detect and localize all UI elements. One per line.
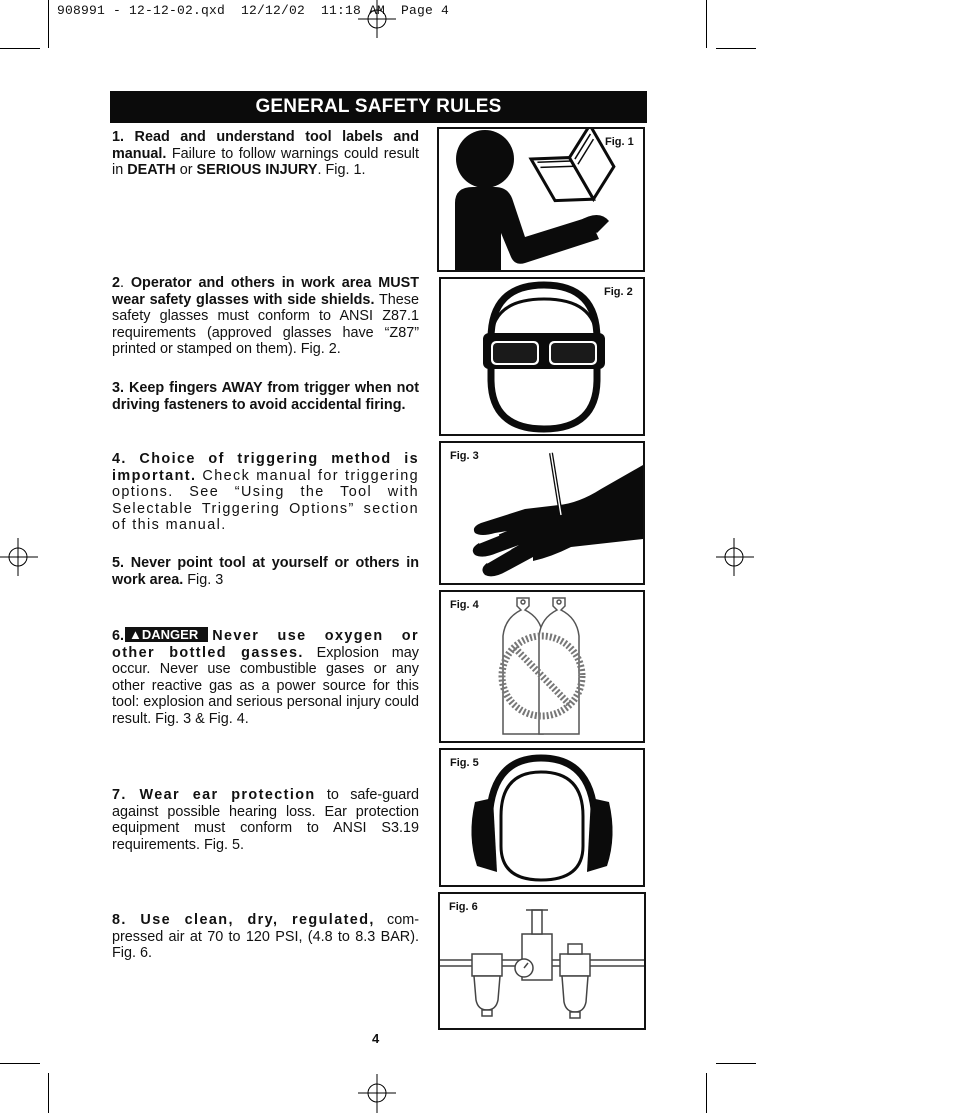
rule-lead: 7. Wear ear protection <box>112 787 316 803</box>
figure-5 <box>439 748 645 887</box>
registration-mark-icon <box>0 536 40 578</box>
rule-text: Explosion may occur. Never use combustible gases or any other reactive gas as a power source for this tool: explosion and serious personal injury could result. Fig. 3 & Fig. 4. <box>112 644 419 727</box>
rule-number: 1. <box>112 129 125 145</box>
registration-mark-icon <box>356 1072 398 1113</box>
figure-label: Fig. 3 <box>450 450 479 462</box>
safety-rule-4 <box>112 451 419 534</box>
rule-lead: Read and understand tool labels and manual. <box>112 129 420 162</box>
page-number: 4 <box>372 1031 380 1046</box>
crop-mark <box>706 1073 707 1113</box>
figure-label: Fig. 2 <box>604 286 633 298</box>
danger-label: DANGER <box>141 627 199 642</box>
rule-text: . Fig. 1. <box>317 162 366 179</box>
rule-text: com-pressed air at 70 to 120 PSI, (4.8 to 8.3 BAR). Fig. 6. <box>112 912 419 962</box>
figure-3 <box>439 441 645 585</box>
rule-lead: 4. Choice of triggering method is important. <box>112 451 419 484</box>
safety-rule-7 <box>112 787 419 853</box>
figure-label: Fig. 1 <box>605 136 634 148</box>
page-title: GENERAL SAFETY RULES <box>110 91 647 123</box>
figure-label: Fig. 5 <box>450 757 479 769</box>
safety-rule-6 <box>112 627 419 728</box>
crop-mark <box>48 1073 49 1113</box>
air-regulator-icon <box>440 894 644 1028</box>
no-bottled-gas-icon <box>441 592 643 741</box>
rule-emphasis: SERIOUS INJURY <box>196 162 318 179</box>
figure-2 <box>439 277 645 436</box>
rule-separator: . <box>120 275 131 291</box>
registration-mark-icon <box>356 0 398 40</box>
crop-mark <box>0 1063 40 1064</box>
danger-badge <box>125 627 208 642</box>
figure-1 <box>437 127 645 272</box>
crop-mark <box>716 48 756 49</box>
print-slug: 908991 - 12-12-02.qxd 12/12/02 11:18 AM Page 4 <box>57 3 450 18</box>
safety-rule-2 <box>112 275 419 358</box>
hand-with-fastener-icon <box>441 443 643 583</box>
rule-number: 2 <box>112 275 121 291</box>
rule-lead: 3. Keep fingers AWAY from trigger when not driving fasteners to avoid accidental firing. <box>112 380 419 413</box>
figure-4 <box>439 590 645 743</box>
rule-text: These safety glasses must conform to ANSI Z87.1 requirements (approved glasses have “Z87” printed or stamped on them). Fig. 2. <box>112 291 420 358</box>
crop-mark <box>706 0 707 48</box>
person-reading-manual-icon <box>439 129 643 270</box>
rule-text: to safe-guard against possible hearing loss. Ear protection equipment must conform to ANSI S3.19 requirements. Fig. 5. <box>112 787 419 853</box>
crop-mark <box>0 48 40 49</box>
safety-glasses-icon <box>441 279 643 434</box>
rule-number: 6. <box>112 628 125 644</box>
rule-text: Check manual for triggering options. See “Using the Tool with Selectable Triggering Options” section of this manual. <box>112 467 419 534</box>
rule-lead: Operator and others in work area MUST wear safety glasses with side shields. <box>112 275 419 308</box>
rule-text: or <box>175 162 197 179</box>
figure-6 <box>438 892 646 1030</box>
rule-text: Failure to follow warnings could result in <box>112 145 419 179</box>
figure-label: Fig. 4 <box>450 599 479 611</box>
safety-rule-1 <box>112 129 419 179</box>
crop-mark <box>716 1063 756 1064</box>
warning-triangle-icon: ▲ <box>129 627 142 642</box>
rule-emphasis: DEATH <box>127 162 176 179</box>
rule-text: Fig. 3 <box>183 571 224 588</box>
safety-rule-3 <box>112 380 419 413</box>
rule-lead: 8. Use clean, dry, regulated, <box>112 912 375 928</box>
registration-mark-icon <box>714 536 754 578</box>
crop-mark <box>48 0 49 48</box>
ear-protection-icon <box>441 750 643 885</box>
safety-rule-8 <box>112 912 419 962</box>
rule-lead: 5. Never point tool at yourself or others in work area. <box>112 555 419 588</box>
rule-lead: Never use oxygen or other bottled gasses. <box>112 628 419 661</box>
figure-label: Fig. 6 <box>449 901 478 913</box>
safety-rule-5 <box>112 555 419 588</box>
